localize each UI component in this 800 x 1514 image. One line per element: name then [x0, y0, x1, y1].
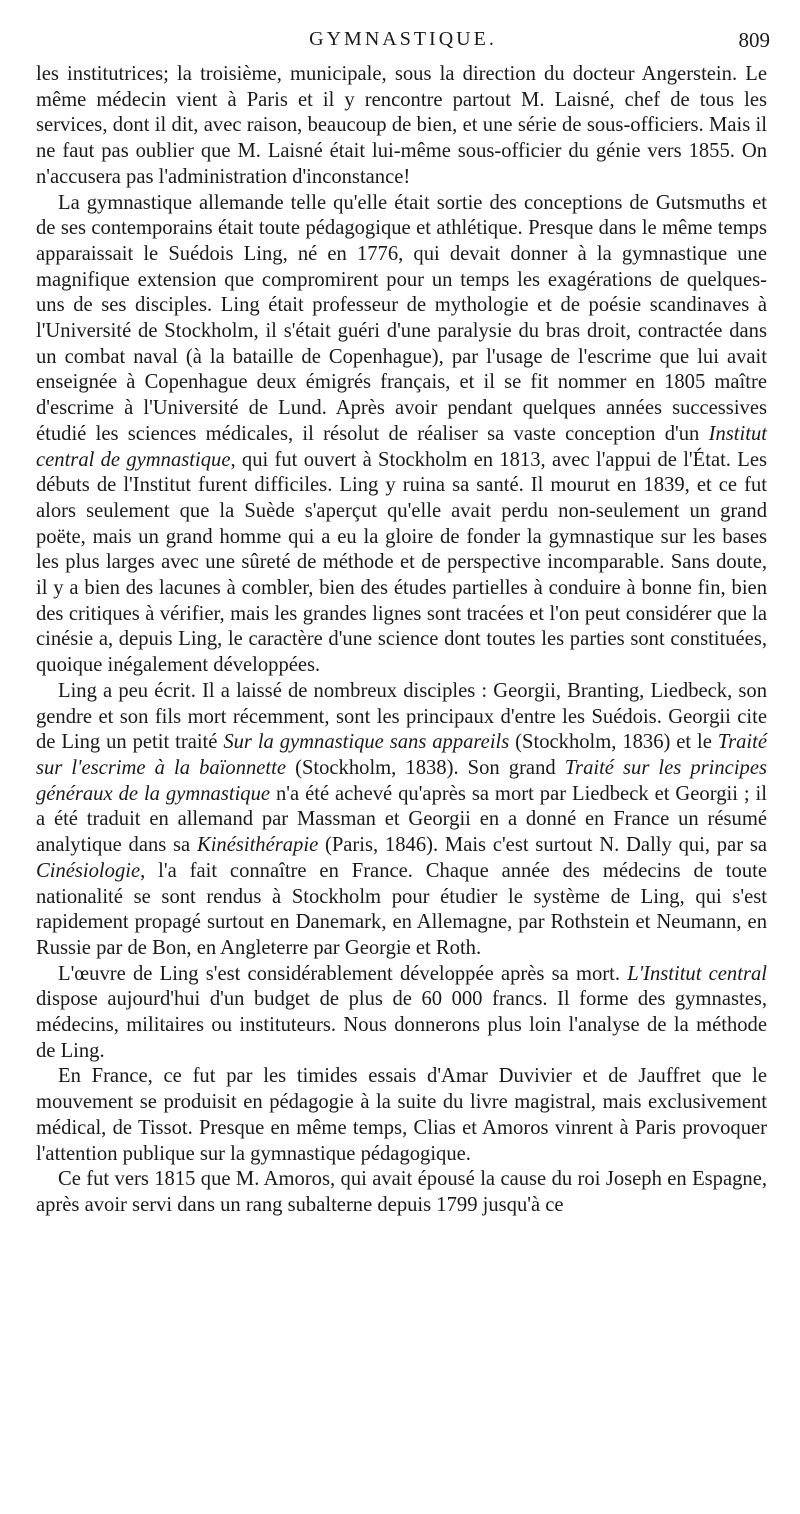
paragraph-2 — [36, 191, 767, 679]
body-text — [36, 62, 767, 1219]
text-run: n'a été achevé qu'après sa mort par Liedbeck et Georgii ; il a été traduit en allemand par Massman et Georgii en a donné en France un résumé analytique dans sa — [36, 782, 767, 857]
text-run: L'œuvre de Ling s'est considérablement développée après sa mort. — [58, 962, 628, 985]
page-header — [36, 28, 770, 58]
italic-title: L'Institut central — [627, 962, 767, 985]
text-run: Ling a peu écrit. Il a laissé de nombreux disciples : Georgii, Branting, Liedbeck, son gendre et son fils mort récemment, sont les principaux d'entre les Suédois. Georgii cite de Ling un petit traité — [36, 679, 767, 754]
paragraph-3 — [36, 679, 767, 962]
running-title: GYMNASTIQUE. — [309, 28, 497, 50]
text-run: En France, ce fut par les timides essais d'Amar Duvivier et de Jauffret que le mouvement se produisit en pédagogie à la suite du livre magistral, mais exclusivement médical, de Tissot. Presque en même temps, Clias et Amoros vinrent à Paris provoquer l'attention publique sur la gymnastique pédagogique. — [36, 1065, 767, 1165]
italic-title: Cinésiologie — [36, 859, 141, 882]
text-run: (Stockholm, 1838). Son grand — [286, 756, 565, 779]
italic-title: Sur la gymnastique sans appareils — [223, 731, 510, 754]
text-run: La gymnastique allemande telle qu'elle était sortie des conceptions de Gutsmuths et de ses contemporains était toute pédagogique et athlétique. Presque dans le même temps apparaissait le Suédois Ling, né en 1776, qui devait donner à la gymnastique une magnifique extension que compromirent pour un temps les exagérations de quelques-uns de ses disciples. Ling était professeur de mythologie et de poésie scandinaves à l'Université de Stockholm, il s'était guéri d'une paralysie du bras droit, contractée dans un combat naval (à la bataille de Copenhague), par l'usage de l'escrime que lui avait enseignée à Copenhague deux émigrés français, et il se fit nommer en 1805 maître d'escrime à l'Université de Lund. Après avoir pendant quelques années successives étudié les sciences médicales, il résolut de réaliser sa vaste conception d'un — [36, 191, 767, 445]
paragraph-5 — [36, 1064, 767, 1167]
text-run: , l'a fait connaître en France. Chaque année des médecins de toute nationalité se sont rendus à Stockholm pour étudier le système de Ling, qui s'est rapidement propagé surtout en Danemark, en Allemagne, par Rothstein et Neumann, en Russie par de Bon, en Angleterre par Georgie et Roth. — [36, 859, 767, 959]
page-number: 809 — [738, 28, 770, 52]
text-run: , qui fut ouvert à Stockholm en 1813, avec l'appui de l'État. Les débuts de l'Institut furent difficiles. Ling y ruina sa santé. Il mourut en 1839, et ce fut alors seulement que la Suède s'aperçut qu'elle avait perdu non-seulement un grand poëte, mais un grand homme qui a eu la gloire de fonder la gymnastique sur les bases les plus larges avec une sûreté de méthode et de perspective incomparable. Sans doute, il y a bien des lacunes à combler, bien des études partielles à conduire à bonne fin, bien des critiques à vérifier, mais les grandes lignes sont tracées et l'on peut considérer que la cinésie a, depuis Ling, le caractère d'une science dont toutes les parties sont constituées, quoique inégalement développées. — [36, 448, 767, 677]
paragraph-1 — [36, 62, 767, 191]
text-run: (Stockholm, 1836) et le — [509, 731, 718, 754]
italic-title: Traité sur l'escrime à la baïonnette — [36, 731, 767, 779]
italic-title: Traité sur les principes généraux de la gymnastique — [36, 756, 767, 805]
text-run: Ce fut vers 1815 que M. Amoros, qui avait épousé la cause du roi Joseph en Espagne, après avoir servi dans un rang subalterne depuis 1799 jusqu'à ce — [36, 1168, 767, 1216]
italic-title: Institut central de gymnastique — [36, 422, 767, 471]
text-run: les institutrices; la troisième, municipale, sous la direction du docteur Angerstein. Le même médecin vient à Paris et il y rencontre partout M. Laisné, chef de tous les services, dont il dit, avec raison, beaucoup de bien, et une série de sous-officiers. Mais il ne faut pas oublier que M. Laisné était lui-même sous-officier du génie vers 1855. On n'accusera pas l'administration d'inconstance! — [36, 63, 767, 188]
text-run: (Paris, 1846). Mais c'est surtout N. Dally qui, par sa — [318, 834, 767, 857]
text-run: dispose aujourd'hui d'un budget de plus de 60 000 francs. Il forme des gymnastes, médecins, militaires ou instituteurs. Nous donnerons plus loin l'analyse de la méthode de Ling. — [36, 988, 767, 1062]
paragraph-4 — [36, 962, 767, 1065]
italic-title: Kinésithérapie — [196, 834, 319, 857]
paragraph-6 — [36, 1167, 767, 1218]
